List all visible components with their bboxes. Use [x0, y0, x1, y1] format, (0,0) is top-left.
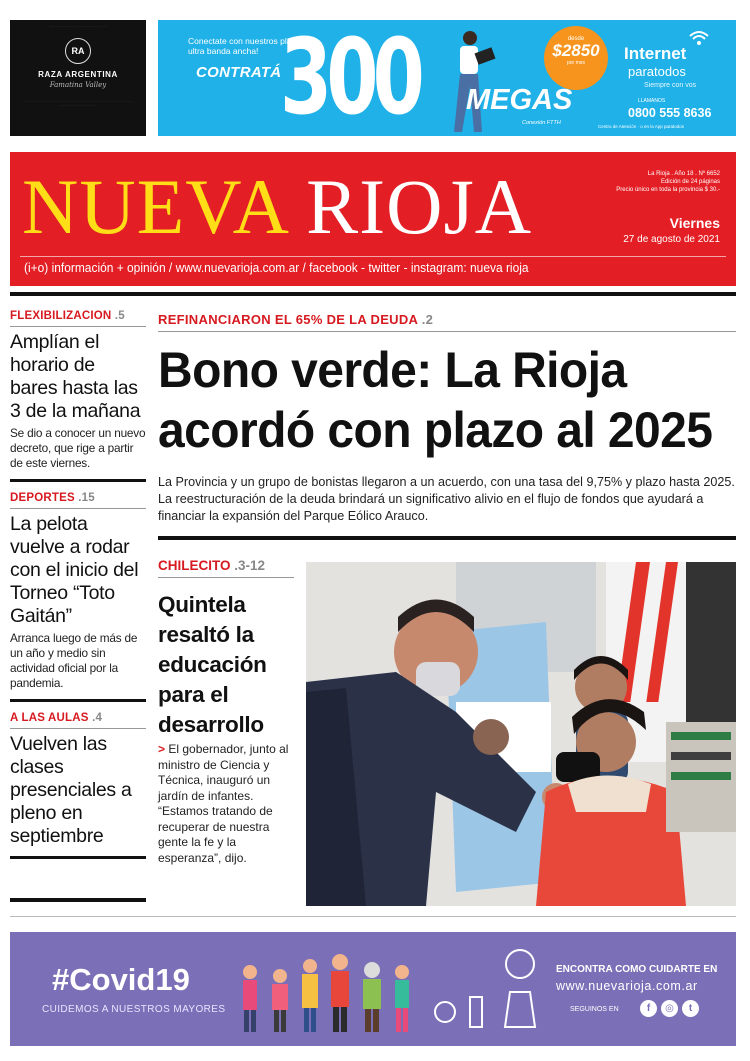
arrow-icon: > [158, 742, 166, 756]
price-period: por mes [566, 60, 586, 66]
covid-info-heading: ENCONTRA COMO CUIDARTE EN [556, 964, 718, 975]
covid-follow-label: SEGUINOS EN [570, 1006, 619, 1013]
sidebar-story[interactable] [10, 492, 146, 702]
title-word-nueva: NUEVA [22, 163, 286, 250]
ad-fine-print: ···································· ···································· ···································· ···································· [23, 99, 133, 107]
masthead [10, 152, 736, 286]
ad-address: Centro de Atención · o en la App paratodos [598, 124, 685, 129]
photo-illustration [306, 562, 736, 906]
sidebar-story[interactable] [10, 712, 146, 859]
facebook-icon[interactable]: f [640, 1000, 657, 1017]
sidebar-end-rule [10, 898, 146, 902]
ad-conexion: Conexión FTTH [522, 120, 561, 126]
ad-phone[interactable]: 0800 555 8636 [628, 106, 712, 120]
page-ref: .2 [421, 312, 434, 327]
main-summary: La Provincia y un grupo de bonistas llegaron a un acuerdo, con una tasa del 9,75% y plazo hasta 2025. La reestructuración de la deuda brindará un significativo alivio en el flujo de fondos que ayudará a financiar la expansión del Parque Eólico Arauco. [158, 475, 735, 523]
edition-line: La Rioja . Año 18 . Nº 6652 [647, 171, 720, 177]
raza-argentina-ad[interactable] [10, 20, 146, 136]
price-desde: desde [567, 36, 585, 42]
governor-school-photo[interactable] [306, 562, 736, 906]
page-ref: .5 [114, 310, 125, 322]
section-rule [158, 536, 736, 540]
page-ref: .3-12 [234, 558, 266, 573]
woman-with-laptop-illustration [440, 24, 500, 136]
main-kicker: REFINANCIARON EL 65% DE LA DEUDA .2 [158, 312, 736, 332]
instagram-icon[interactable]: ◎ [661, 1000, 678, 1017]
second-summary: > El gobernador, junto al ministro de Ciencia y Técnica, inauguró un jardín de infantes. “Estamos tratando de recuperar de nuestra gente la fe y la esperanza”, dijo. [158, 742, 289, 865]
ad-llamanos: LLAMANOS [638, 98, 666, 104]
edition-info [616, 170, 720, 194]
edition-date: 27 de agosto de 2021 [623, 234, 720, 245]
masthead-tagline[interactable]: (i+o) información + opinión / www.nuevarioja.com.ar / facebook - twitter - instagram: nueva rioja [24, 260, 529, 275]
page-ref: .4 [92, 712, 103, 724]
raza-logo: RA [65, 38, 91, 64]
internet-ad[interactable] [158, 20, 736, 136]
ad-intro: Conectate con nuestros planes ultra banda ancha! [188, 36, 306, 56]
story-kicker: A LAS AULAS .4 [10, 712, 146, 729]
raza-script: Famatina Valley [49, 81, 107, 89]
sidebar-story[interactable] [10, 310, 146, 482]
edition-price: Precio único en toda la provincia $ 30.- [616, 187, 720, 193]
covid-website-link[interactable]: www.nuevarioja.com.ar [556, 979, 698, 993]
footer-rule [10, 916, 736, 917]
story-summary: Se dio a conocer un nuevo decreto, que rige a partir de este viernes. [10, 426, 146, 470]
wifi-icon [688, 30, 710, 46]
newspaper-title[interactable] [22, 162, 532, 252]
ad-slogan: Siempre con vos [644, 82, 697, 89]
page-ref: .15 [78, 492, 95, 504]
edition-pages: Edición de 24 páginas [660, 179, 720, 185]
ad-brand: Internet [624, 44, 687, 63]
ad-cta: CONTRATÁ [196, 64, 282, 81]
ad-speed: 300 [280, 20, 420, 136]
covid-subtitle: CUIDEMOS A NUESTROS MAYORES [42, 1004, 226, 1015]
story-headline[interactable]: La pelota vuelve a rodar con el inicio del Torneo “Toto Gaitán” [10, 513, 139, 627]
edition-day: Viernes [669, 215, 720, 231]
story-headline[interactable]: Vuelven las clases presenciales a pleno en septiembre [10, 733, 132, 847]
ad-unit: MEGAS [466, 84, 573, 116]
sidebar-column [10, 310, 146, 859]
story-kicker: FLEXIBILIZACION .5 [10, 310, 146, 327]
social-icons [640, 1000, 699, 1017]
elderly-people-illustration [230, 942, 550, 1042]
story-summary: Arranca luego de más de un año y medio sin actividad oficial por la pandemia. [10, 631, 138, 690]
main-headline[interactable]: Bono verde: La Rioja acordó con plazo al 2025 [158, 342, 713, 458]
price-badge [544, 26, 608, 90]
raza-brand: RAZA ARGENTINA [38, 70, 118, 79]
covid-hashtag: #Covid19 [52, 962, 190, 997]
second-kicker: CHILECITO .3-12 [158, 558, 294, 578]
story-kicker: DEPORTES .15 [10, 492, 146, 509]
price-value: $2850 [552, 41, 600, 60]
top-rule [10, 292, 736, 296]
masthead-divider [20, 256, 726, 257]
covid-banner[interactable] [10, 932, 736, 1046]
twitter-icon[interactable]: t [682, 1000, 699, 1017]
ad-brand-sub: paratodos [628, 64, 686, 79]
title-word-rioja: RIOJA [306, 163, 533, 250]
story-headline[interactable]: Amplían el horario de bares hasta las 3 de la mañana [10, 331, 141, 422]
second-headline[interactable]: Quintela resaltó la educación para el desarrollo [158, 592, 267, 737]
ad-fine-print: ················································· [48, 24, 108, 28]
